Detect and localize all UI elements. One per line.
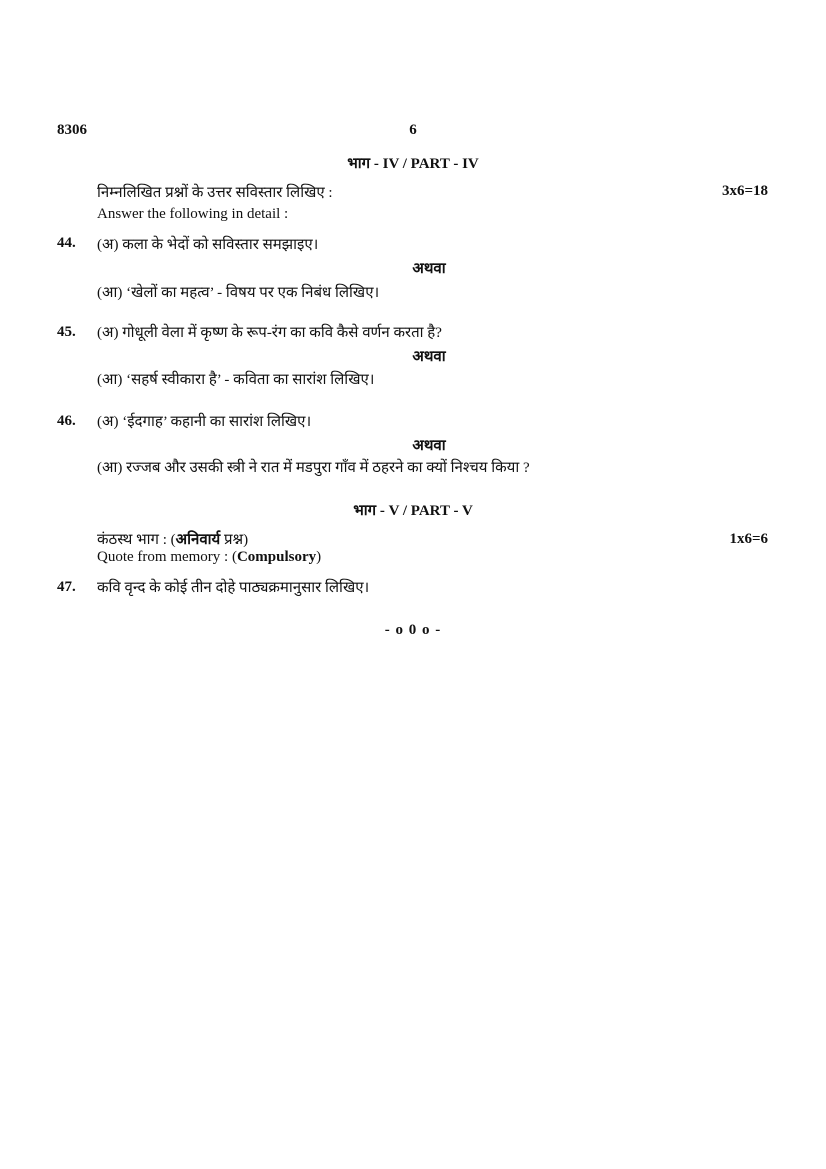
page-number: 6 [409,122,417,138]
question-44-option-b: (आ) ‘खेलों का महत्व’ - विषय पर एक निबंध लिखिए। [97,285,380,301]
part-5-marks: 1x6=6 [729,531,768,547]
part-5-instruction-hindi-bold: अनिवार्य [175,532,221,548]
part-5-instruction-hindi-suffix: प्रश्न) [220,532,249,548]
question-47-number: 47. [57,579,76,595]
part-5-instruction-english-prefix: Quote from memory : ( [97,549,237,565]
part-5-instruction-hindi [97,529,248,549]
part-5-instruction-english-suffix: ) [316,549,322,565]
question-46-number: 46. [57,413,76,429]
question-46-or: अथवा [412,438,446,454]
part-5-instruction-english [97,549,321,566]
paper-code: 8306 [57,122,87,138]
question-46-option-a: (अ) ‘ईदगाह’ कहानी का सारांश लिखिए। [97,414,312,430]
question-45-or: अथवा [412,349,446,365]
question-44-number: 44. [57,235,76,251]
question-47-text: कवि वृन्द के कोई तीन दोहे पाठ्यक्रमानुसार लिखिए। [97,580,370,596]
part-5-instruction-hindi-prefix: कंठस्थ भाग : ( [97,532,176,548]
part-4-instruction-english: Answer the following in detail : [97,206,289,222]
part-4-instruction-hindi: निम्नलिखित प्रश्नों के उत्तर सविस्तार लिखिए : [97,185,333,201]
question-44-option-a: (अ) कला के भेदों को सविस्तार समझाइए। [97,237,319,253]
end-of-paper-mark: - o 0 o - [384,622,442,638]
part-4-marks: 3x6=18 [721,183,768,199]
question-45-option-a: (अ) गोधूली वेला में कृष्ण के रूप-रंग का कवि कैसे वर्णन करता है? [97,325,442,341]
question-45-option-b: (आ) ‘सहर्ष स्वीकारा है’ - कविता का सारांश लिखिए। [97,372,375,388]
question-45-number: 45. [57,324,76,340]
part-5-heading: भाग - V / PART - V [353,503,473,519]
part-5-instruction-english-bold: Compulsory [236,549,317,565]
question-44-or: अथवा [412,261,446,277]
part-4-heading: भाग - IV / PART - IV [347,156,479,172]
question-46-option-b: (आ) रज्जब और उसकी स्त्री ने रात में मडपुरा गाँव में ठहरने का क्यों निश्चय किया ? [97,460,530,476]
